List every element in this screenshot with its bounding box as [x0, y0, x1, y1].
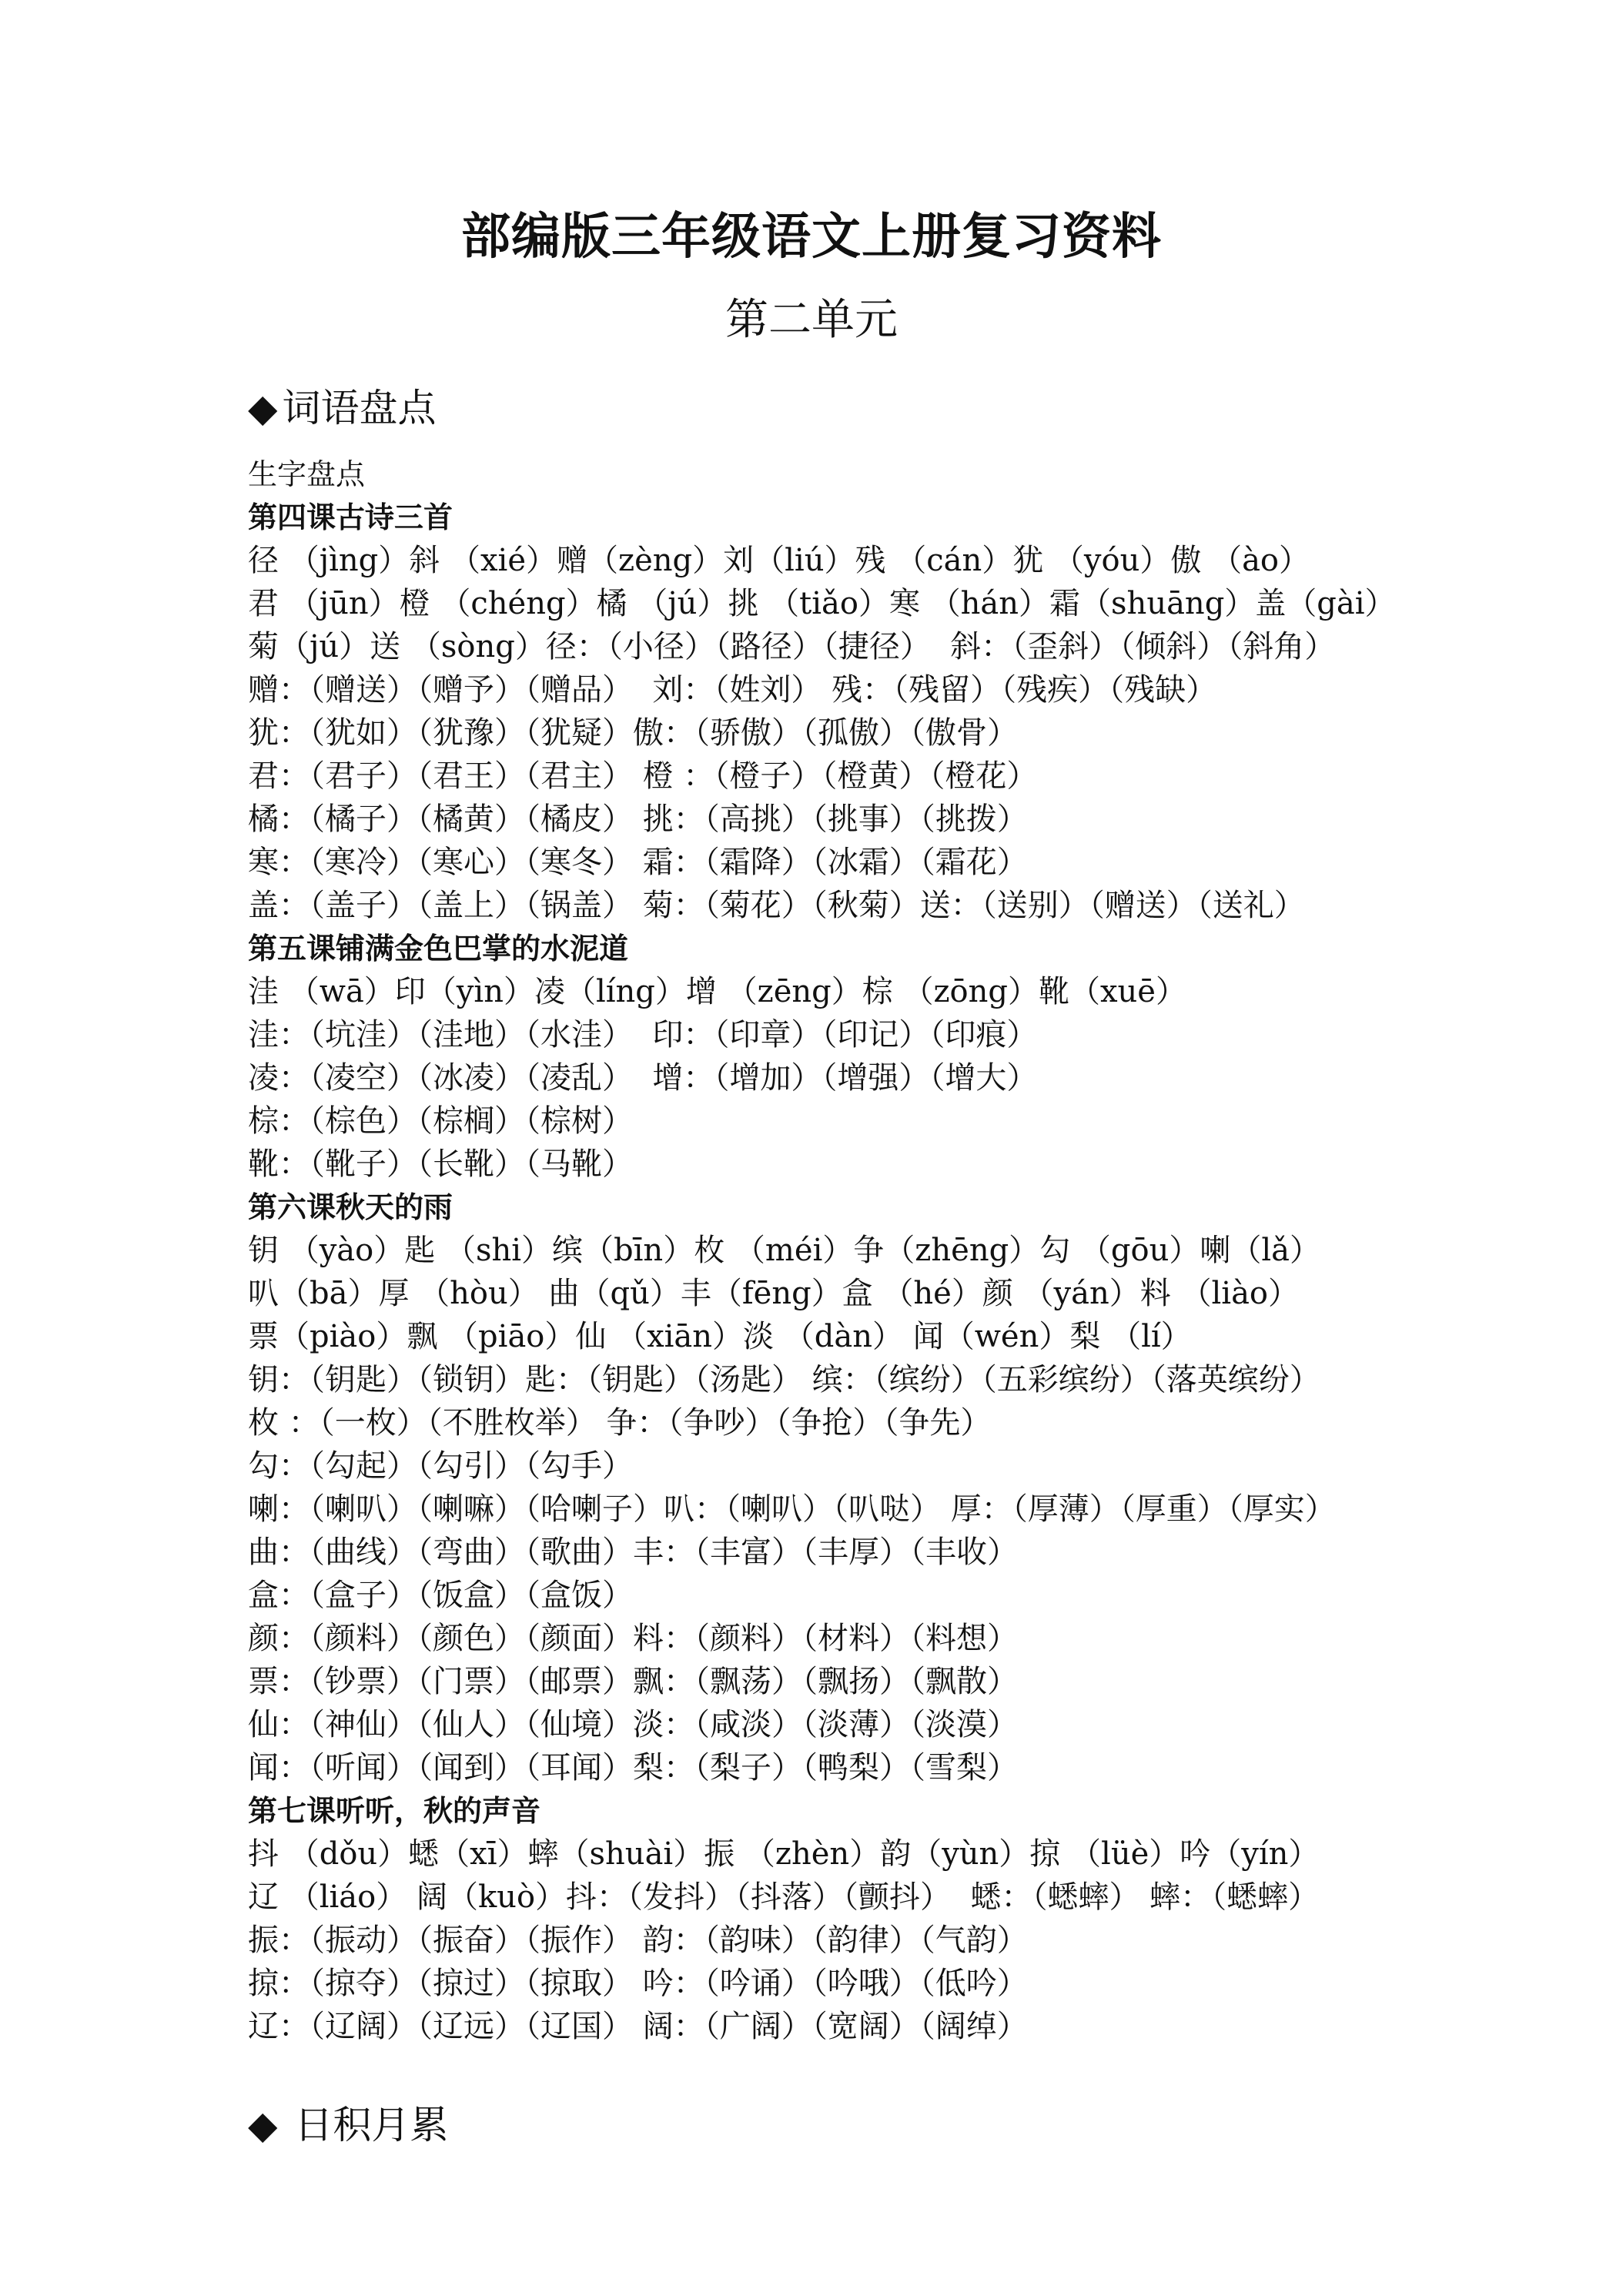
vocab-line: 仙：（神仙）（仙人）（仙境）淡：（咸淡）（淡薄）（淡漠） [248, 1707, 1018, 1742]
section-heading-label: 词语盘点 [282, 386, 437, 430]
vocab-line: 喇：（喇叭）（喇嘛）（哈喇子）叭：（喇叭）（叭哒） 厚：（厚薄）（厚重）（厚实） [248, 1491, 1336, 1527]
vocab-line: 凌：（凌空）（冰凌）（凌乱） 增：（增加）（增强）（增大） [248, 1060, 1038, 1096]
diamond-bullet-icon: ◆ [248, 2103, 278, 2147]
vocab-line: 寒：（寒冷）（寒心）（寒冬） 霜：（霜降）（冰霜）（霜花） [248, 845, 1028, 880]
vocab-line: 君：（君子）（君王）（君主） 橙 ：（橙子）（橙黄）（橙花） [248, 758, 1038, 794]
vocab-line: 棕：（棕色）（棕榈）（棕树） [248, 1103, 633, 1139]
vocab-line: 票：（钞票）（门票）（邮票）飘：（飘荡）（飘扬）（飘散） [248, 1664, 1018, 1699]
vocab-line: 盒：（盒子）（饭盒）（盒饭） [248, 1578, 633, 1613]
vocab-line: 径 （jìng）斜 （xié）赠（zèng）刘（liú）残 （cán）犹 （yóu）傲 （ào） [248, 543, 1310, 578]
page-title: 部编版三年级语文上册复习资料 [461, 208, 1162, 266]
vocab-line: 辽 （liáo） 阔（kuò）抖：（发抖）（抖落）（颤抖） 蟋：（蟋蟀） 蟀：（蟋蟀） [248, 1879, 1320, 1915]
unit-subtitle: 第二单元 [725, 295, 898, 345]
vocab-line: 掠：（掠夺）（掠过）（掠取） 吟：（吟诵）（吟哦）（低吟） [248, 1966, 1028, 2001]
vocab-line: 枚 ：（一枚）（不胜枚举） 争：（争吵）（争抢）（争先） [248, 1405, 992, 1441]
vocab-line: 闻：（听闻）（闻到）（耳闻）梨：（梨子）（鸭梨）（雪梨） [248, 1750, 1018, 1786]
lesson-heading: 第七课听听，秋的声音 [248, 1794, 541, 1828]
vocabulary-content [248, 453, 1449, 2048]
lesson-heading: 第六课秋天的雨 [248, 1190, 453, 1224]
vocab-line: 叭（bā）厚 （hòu） 曲（qǔ）丰（fēng）盒 （hé）颜 （yán）料 （liào） [248, 1276, 1299, 1311]
lesson-heading: 第五课铺满金色巴掌的水泥道 [248, 932, 629, 966]
subsection-label: 生字盘点 [248, 457, 366, 491]
vocab-line: 君 （jūn）橙 （chéng）橘 （jú）挑 （tiǎo）寒 （hán）霜（shuāng）盖（gài） [248, 586, 1396, 621]
section-heading-vocabulary [248, 383, 436, 433]
vocab-line: 盖：（盖子）（盖上）（锅盖） 菊：（菊花）（秋菊）送：（送别）（赠送）（送礼） [248, 888, 1305, 923]
vocab-line: 菊（jú）送 （sòng）径：（小径）（路径）（捷径） 斜：（歪斜）（倾斜）（斜角） [248, 629, 1336, 664]
vocab-line: 犹：（犹如）（犹豫）（犹疑）傲：（骄傲）（孤傲）（傲骨） [248, 715, 1018, 751]
vocab-line: 钥 （yào）匙 （shi）缤（bīn）枚 （méi）争（zhēng）勾 （gōu）喇（lǎ） [248, 1233, 1320, 1268]
vocab-line: 振：（振动）（振奋）（振作） 韵：（韵味）（韵律）（气韵） [248, 1923, 1028, 1958]
vocab-line: 票（piào）飘 （piāo）仙 （xiān）淡 （dàn） 闻（wén）梨 （lí） [248, 1319, 1192, 1354]
vocab-line: 钥：（钥匙）（锁钥）匙：（钥匙）（汤匙） 缤：（缤纷）（五彩缤纷）（落英缤纷） [248, 1362, 1320, 1397]
vocab-line: 橘：（橘子）（橘黄）（橘皮） 挑：（高挑）（挑事）（挑拨） [248, 802, 1028, 837]
lesson-heading: 第四课古诗三首 [248, 500, 453, 534]
vocab-line: 曲：（曲线）（弯曲）（歌曲）丰：（丰富）（丰厚）（丰收） [248, 1535, 1018, 1570]
vocab-line: 辽：（辽阔）（辽远）（辽国） 阔：（广阔）（宽阔）（阔绰） [248, 2009, 1028, 2044]
section-heading-accumulation [248, 2100, 448, 2150]
diamond-bullet-icon: ◆ [248, 386, 278, 430]
section-heading-label: 日积月累 [282, 2103, 449, 2147]
vocab-line: 抖 （dǒu）蟋（xī）蟀（shuài）振 （zhèn）韵（yùn）掠 （lüè）吟（yín） [248, 1836, 1320, 1872]
vocab-line: 靴：（靴子）（长靴）（马靴） [248, 1146, 633, 1182]
vocab-line: 洼：（坑洼）（洼地）（水洼） 印：（印章）（印记）（印痕） [248, 1017, 1038, 1053]
vocab-line: 赠：（赠送）（赠予）（赠品） 刘：（姓刘） 残：（残留）（残疾）（残缺） [248, 672, 1217, 708]
vocab-line: 勾：（勾起）（勾引）（勾手） [248, 1448, 633, 1484]
vocab-line: 洼 （wā）印（yìn）凌（líng）增 （zēng）棕 （zōng）靴（xuē） [248, 974, 1186, 1009]
vocab-line: 颜：（颜料）（颜色）（颜面）料：（颜料）（材料）（料想） [248, 1621, 1018, 1656]
